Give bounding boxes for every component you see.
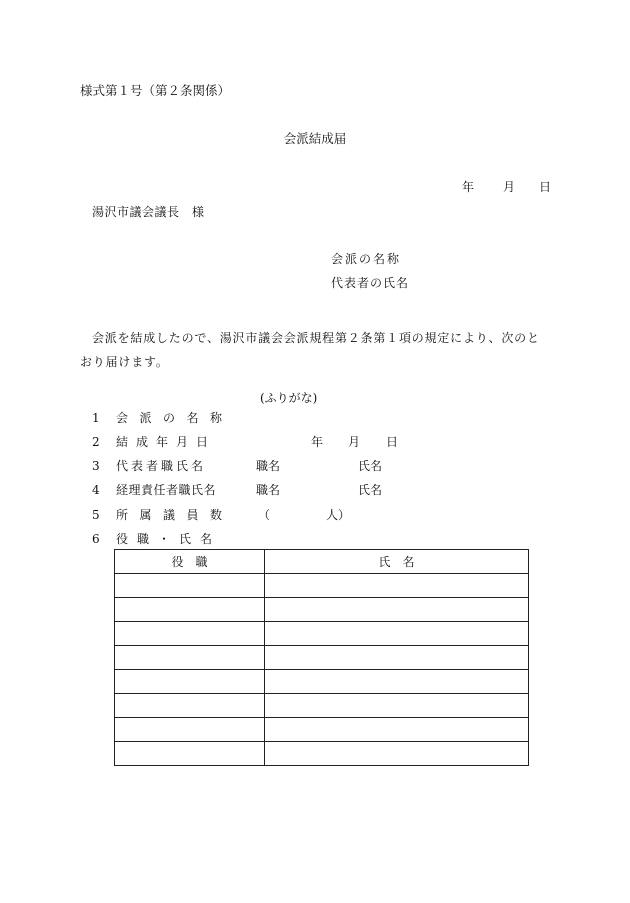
table-row — [115, 718, 529, 742]
table-cell-role[interactable] — [115, 694, 265, 718]
representative-title-label: 職名 — [256, 459, 281, 473]
formation-day: 日 — [386, 435, 399, 449]
table-row — [115, 742, 529, 766]
item-label: 結成年月日 — [116, 435, 217, 449]
table-row — [115, 574, 529, 598]
faction-name-label: 会派の名称 — [331, 252, 402, 266]
table-cell-role[interactable] — [115, 646, 265, 670]
table-header-role: 役職 — [115, 550, 265, 574]
addressee: 湯沢市議会議長 様 — [92, 205, 205, 219]
date-month: 月 — [503, 180, 516, 194]
item-roles-names — [92, 533, 512, 547]
table-cell-name[interactable] — [265, 670, 529, 694]
item-label: 所属議員数 — [116, 508, 234, 522]
item-formation-date — [92, 436, 512, 450]
item-label: 役職・氏名 — [116, 532, 222, 546]
table-cell-role[interactable] — [115, 718, 265, 742]
item-label: 経理責任者職氏名 — [116, 483, 217, 497]
item-number: 6 — [92, 532, 100, 546]
accounting-title-label: 職名 — [256, 483, 281, 497]
item-number: 1 — [92, 411, 100, 425]
item-accounting-manager — [92, 484, 512, 498]
table-cell-name[interactable] — [265, 574, 529, 598]
table-row — [115, 622, 529, 646]
item-member-count — [92, 509, 512, 523]
table-body — [115, 574, 529, 766]
representative-name-label: 代表者の氏名 — [331, 276, 410, 290]
item-number: 4 — [92, 483, 100, 497]
roles-table — [114, 549, 529, 766]
table-cell-role[interactable] — [115, 622, 265, 646]
table-cell-name[interactable] — [265, 646, 529, 670]
furigana-label: (ふりがな) — [260, 391, 318, 405]
representative-name-label-item: 氏名 — [358, 459, 383, 473]
item-representative — [92, 460, 512, 474]
accounting-name-label: 氏名 — [358, 483, 383, 497]
item-faction-name — [92, 412, 512, 426]
item-label: 会派の名称 — [116, 411, 234, 425]
table-row — [115, 694, 529, 718]
table-row — [115, 646, 529, 670]
table-cell-name[interactable] — [265, 742, 529, 766]
member-count-unit: 人） — [326, 508, 351, 522]
document-title: 会派結成届 — [283, 131, 347, 146]
item-number: 3 — [92, 459, 100, 473]
table-row — [115, 670, 529, 694]
form-number: 様式第１号（第２条関係） — [80, 83, 231, 98]
date-year: 年 — [462, 180, 475, 194]
item-label: 代表者職氏名 — [116, 459, 207, 473]
formation-year: 年 — [311, 435, 324, 449]
table-cell-role[interactable] — [115, 670, 265, 694]
table-cell-name[interactable] — [265, 694, 529, 718]
formation-month: 月 — [348, 435, 361, 449]
item-number: 2 — [92, 435, 100, 449]
table-cell-role[interactable] — [115, 574, 265, 598]
table-cell-name[interactable] — [265, 598, 529, 622]
table-cell-name[interactable] — [265, 622, 529, 646]
table-cell-name[interactable] — [265, 718, 529, 742]
table-cell-role[interactable] — [115, 742, 265, 766]
body-text: 会派を結成したので、湯沢市議会会派規程第２条第１項の規定により、次のとおり届けます。 — [80, 331, 540, 369]
table-cell-role[interactable] — [115, 598, 265, 622]
member-count-open-paren: （ — [258, 508, 271, 522]
table-header-row — [115, 550, 529, 574]
table-header-name: 氏名 — [265, 550, 529, 574]
item-number: 5 — [92, 508, 100, 522]
table-row — [115, 598, 529, 622]
date-day: 日 — [539, 180, 552, 194]
